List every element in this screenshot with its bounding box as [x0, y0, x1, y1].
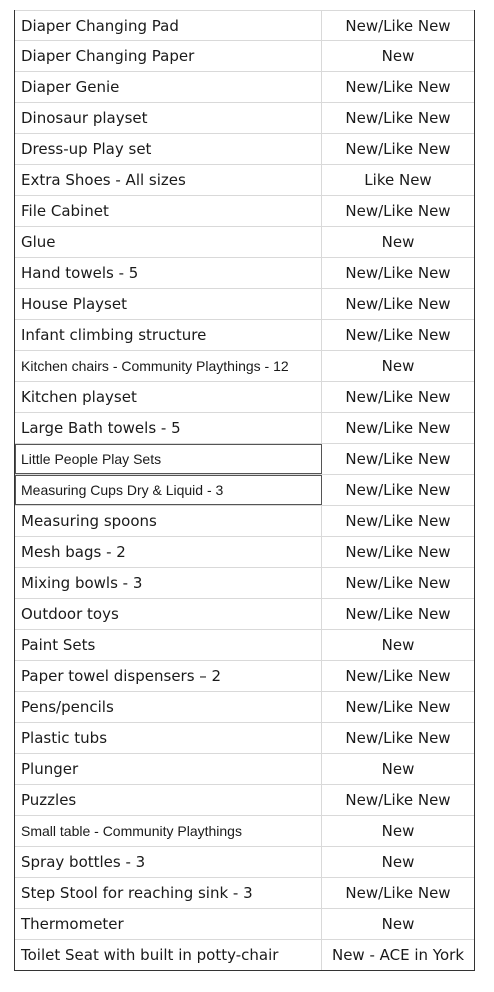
table-row [15, 196, 474, 227]
table-row [15, 72, 474, 103]
condition-cell: New/Like New [345, 605, 451, 623]
table-row [15, 134, 474, 165]
condition-cell: New/Like New [345, 481, 451, 499]
table-row [15, 847, 474, 878]
condition-cell: New/Like New [345, 16, 451, 35]
table-row [15, 320, 474, 351]
condition-cell: New/Like New [345, 791, 451, 809]
item-cell: Mesh bags - 2 [15, 537, 322, 567]
table-row [15, 785, 474, 816]
inventory-table [14, 10, 475, 971]
condition-cell: New/Like New [345, 512, 451, 530]
table-row [15, 258, 474, 289]
condition-cell: New [381, 233, 415, 251]
item-cell: Glue [15, 227, 322, 257]
condition-cell: New/Like New [345, 574, 451, 592]
item-cell: Dinosaur playset [15, 103, 322, 133]
table-row [15, 506, 474, 537]
table-row [15, 568, 474, 599]
table-row [15, 909, 474, 940]
item-cell: Paint Sets [15, 630, 322, 660]
condition-cell: New/Like New [345, 78, 451, 96]
item-cell: Large Bath towels - 5 [15, 413, 322, 443]
item-cell: Puzzles [15, 785, 322, 815]
condition-cell: New/Like New [345, 884, 451, 902]
item-cell: Small table - Community Playthings [15, 816, 322, 846]
item-cell: Measuring spoons [15, 506, 322, 536]
item-cell: Kitchen playset [15, 382, 322, 412]
condition-cell: New/Like New [345, 295, 451, 313]
table-row [15, 41, 474, 72]
table-row [15, 444, 474, 475]
condition-cell: New [381, 822, 415, 840]
table-row [15, 816, 474, 847]
item-cell: Diaper Changing Paper [15, 41, 322, 71]
item-cell: Mixing bowls - 3 [15, 568, 322, 598]
table-row [15, 227, 474, 258]
item-cell: Paper towel dispensers – 2 [15, 661, 322, 691]
item-cell: Thermometer [15, 909, 322, 939]
condition-cell: New/Like New [345, 140, 451, 158]
table-row [15, 878, 474, 909]
condition-cell: New [381, 760, 415, 778]
item-cell: Spray bottles - 3 [15, 847, 322, 877]
item-cell: Plunger [15, 754, 322, 784]
condition-cell: New/Like New [345, 326, 451, 344]
condition-cell: New/Like New [345, 698, 451, 716]
condition-cell: New [381, 357, 415, 375]
condition-cell: New/Like New [345, 667, 451, 685]
table-row [15, 289, 474, 320]
table-row [15, 599, 474, 630]
table-row [15, 165, 474, 196]
condition-cell: New [381, 47, 415, 65]
condition-cell: New/Like New [345, 264, 451, 282]
condition-cell: New [381, 853, 415, 871]
condition-cell: New/Like New [345, 202, 451, 220]
table-row [15, 10, 474, 41]
item-cell: Extra Shoes - All sizes [15, 165, 322, 195]
item-cell: Little People Play Sets [15, 444, 322, 474]
item-cell: Diaper Changing Pad [15, 11, 322, 40]
table-row [15, 413, 474, 444]
item-cell: Toilet Seat with built in potty-chair [15, 940, 322, 970]
item-cell: Pens/pencils [15, 692, 322, 722]
table-row [15, 351, 474, 382]
condition-cell: New [381, 915, 415, 933]
table-row [15, 692, 474, 723]
table-row [15, 475, 474, 506]
item-cell: Infant climbing structure [15, 320, 322, 350]
condition-cell: New/Like New [345, 729, 451, 747]
table-row [15, 754, 474, 785]
item-cell: Diaper Genie [15, 72, 322, 102]
table-row [15, 940, 474, 971]
item-cell: Step Stool for reaching sink - 3 [15, 878, 322, 908]
table-row [15, 382, 474, 413]
item-cell: Hand towels - 5 [15, 258, 322, 288]
item-cell: House Playset [15, 289, 322, 319]
table-row [15, 630, 474, 661]
condition-cell: New/Like New [345, 450, 451, 468]
condition-cell: Like New [364, 171, 432, 189]
table-row [15, 103, 474, 134]
item-cell: Outdoor toys [15, 599, 322, 629]
table-row [15, 537, 474, 568]
condition-cell: New - ACE in York [331, 946, 465, 964]
table-row [15, 661, 474, 692]
condition-cell: New [381, 636, 415, 654]
item-cell: Plastic tubs [15, 723, 322, 753]
item-cell: Kitchen chairs - Community Playthings - 12 [15, 351, 322, 381]
item-cell: File Cabinet [15, 196, 322, 226]
condition-cell: New/Like New [345, 388, 451, 406]
item-cell: Measuring Cups Dry & Liquid - 3 [15, 475, 322, 505]
condition-cell: New/Like New [345, 543, 451, 561]
condition-cell: New/Like New [345, 419, 451, 437]
table-row [15, 723, 474, 754]
item-cell: Dress-up Play set [15, 134, 322, 164]
condition-cell: New/Like New [345, 109, 451, 127]
